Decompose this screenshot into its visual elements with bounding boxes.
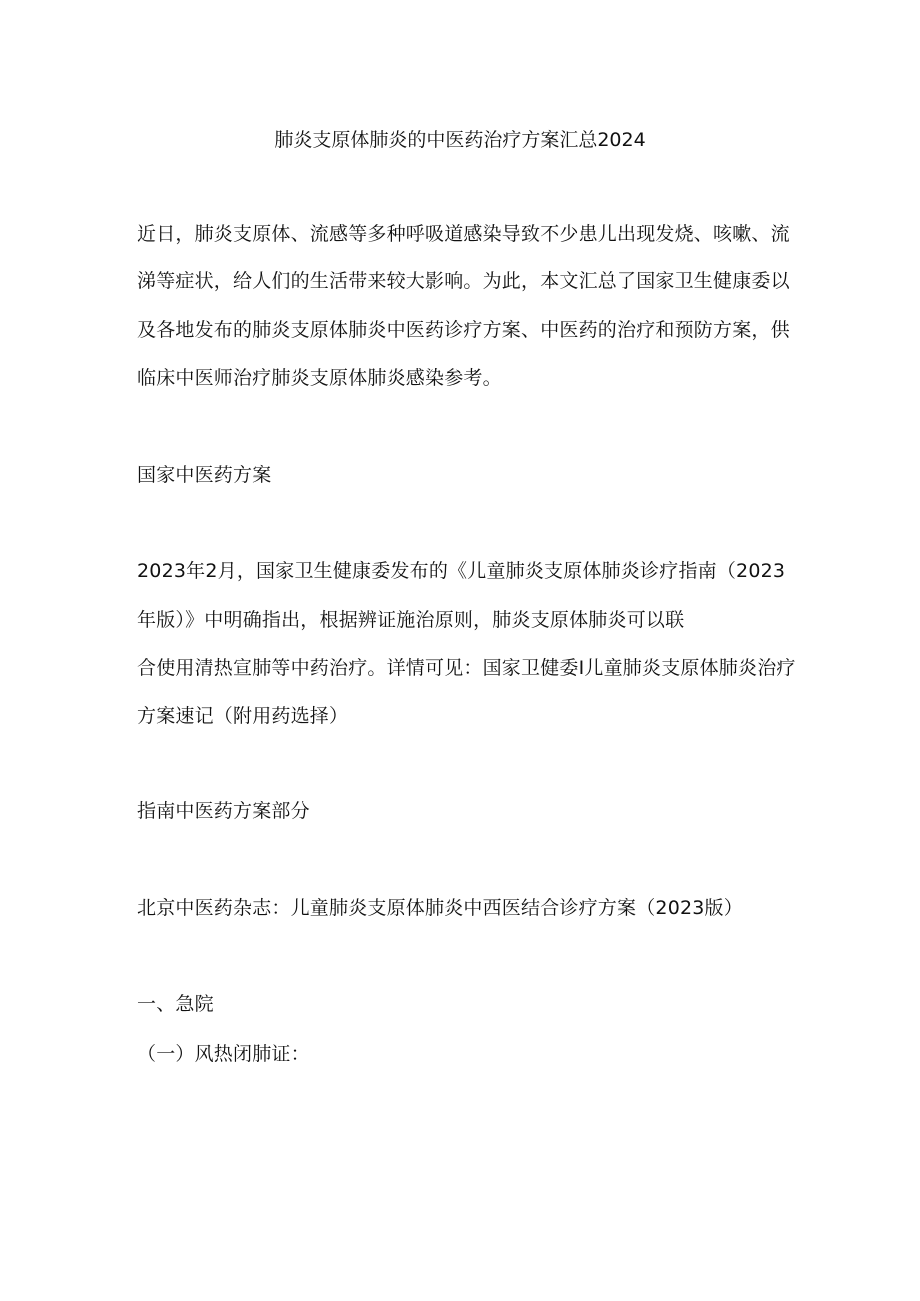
section-heading-guide: 指南中医药方案部分: [137, 800, 310, 822]
intro-line-1: 近日，肺炎支原体、流感等多种呼吸道感染导致不少患儿出现发烧、咳嗽、流: [137, 223, 790, 245]
beijing-reference: 北京中医药杂志：儿童肺炎支原体肺炎中西医结合诊疗方案（2023版）: [137, 897, 743, 919]
national-line-4: 方案速记（附用药选择）: [137, 705, 349, 727]
national-line-3: 合使用清热宣肺等中药治疗。详情可见：国家卫健委Ⅰ儿童肺炎支原体肺炎治疗: [137, 657, 796, 679]
document-title: 肺炎支原体肺炎的中医药治疗方案汇总2024: [274, 129, 646, 151]
national-line-2: 年版）》中明确指出，根据辨证施治原则，肺炎支原体肺炎可以联: [137, 609, 685, 631]
national-line-1: 2023年2月，国家卫生健康委发布的《儿童肺炎支原体肺炎诊疗指南（2023: [137, 560, 786, 582]
subheading-wind-heat: （一）风热闭肺证：: [137, 1043, 310, 1065]
intro-line-3: 及各地发布的肺炎支原体肺炎中医药诊疗方案、中医药的治疗和预防方案，供: [137, 319, 790, 341]
section-heading-national: 国家中医药方案: [137, 464, 272, 486]
heading-acute: 一、急院: [137, 993, 214, 1015]
intro-line-2: 涕等症状，给人们的生活带来较大影响。为此，本文汇总了国家卫生健康委以: [137, 270, 790, 292]
intro-line-4: 临床中医师治疗肺炎支原体肺炎感染参考。: [137, 367, 502, 389]
